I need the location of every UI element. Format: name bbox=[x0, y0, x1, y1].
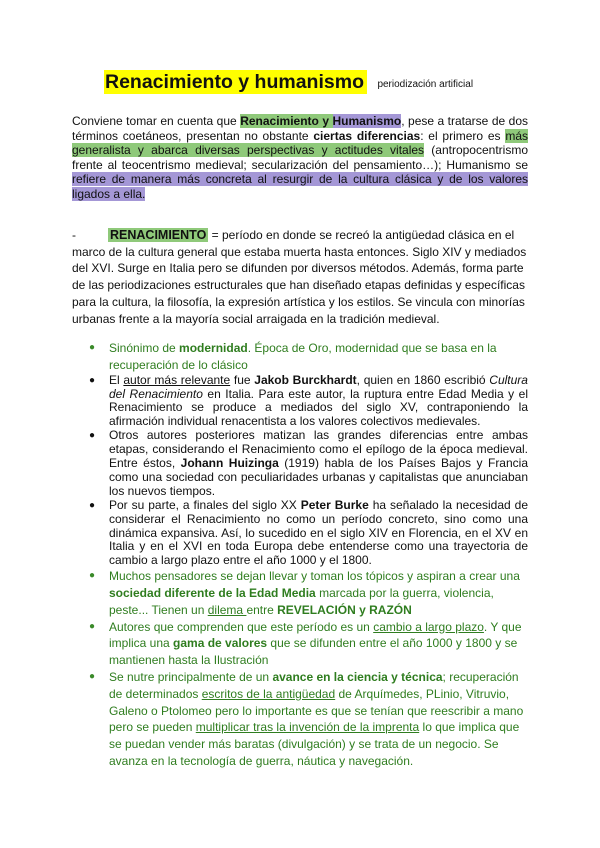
list-item: ● El autor más relevante fue Jakob Burckhardt, quien en 1860 escribió Cultura del Renacimiento en Italia. Para este autor, la ruptura entre Edad Media y el Renacimiento se produce a mediados del siglo XV, contraponiendo la afirmación individual renacentista a los valores colectivos medievales. bbox=[89, 372, 528, 429]
bullet-icon: ● bbox=[89, 570, 96, 582]
list-item: ● Por su parte, a finales del siglo XX Peter Burke ha señalado la necesidad de considerar el Renacimiento no como un período concreto, sino como una dinámica expansiva. Así, lo sucedido en el siglo XIV en Florencia, en el XV en Italia y en el XVI en toda Europa debe entenderse como una trayectoria de cambio a largo plazo entre el año 1000 y el 1800. bbox=[89, 497, 528, 568]
highlight-renacimiento-def: más generalista y abarca diversas perspectivas y actitudes vitales bbox=[72, 128, 528, 158]
intro-text: , pese a tratarse de dos términos coetáneos, presentan no obstante bbox=[72, 114, 529, 143]
list-item: ● Muchos pensadores se dejan llevar y toman los tópicos y aspiran a crear una sociedad diferente de la Edad Media marcada por la guerra, violencia, peste... Tienen un dilema entre REVELACIÓN y RAZÓN bbox=[89, 569, 520, 617]
bullet-list bbox=[72, 340, 528, 770]
intro-paragraph bbox=[72, 114, 528, 202]
bullet-icon: ● bbox=[89, 342, 96, 353]
bullet-icon: ● bbox=[89, 374, 96, 386]
list-item: ● Otros autores posteriores matizan las grandes diferencias entre ambas etapas, considerando el Renacimiento como el epílogo de la época medieval. Entre éstos, Johann Huizinga (1919) habla de los Países Bajos y Francia como una sociedad con peculiaridades urbanas y capitalistas que anunciaban los nuevos tiempos. bbox=[89, 428, 528, 498]
intro-text: Conviene tomar en cuenta que bbox=[72, 114, 241, 128]
bullet-icon: ● bbox=[89, 499, 96, 511]
section-dash: - bbox=[72, 228, 76, 242]
term-humanismo: Humanismo bbox=[332, 114, 402, 128]
list-item: ● Sinónimo de modernidad. Época de Oro, modernidad que se basa en la recuperación de lo clásico bbox=[89, 341, 497, 372]
term-renacimiento: Renacimiento y bbox=[240, 114, 333, 128]
page-subtitle: periodización artificial bbox=[377, 79, 474, 90]
section-renacimiento bbox=[72, 227, 528, 327]
list-item: ● Se nutre principalmente de un avance en la ciencia y técnica; recuperación de determinados escritos de la antigüedad de Arquímedes, PLinio, Vitruvio, Galeno o Ptolomeo pero lo importante es que se tenían que reescribir a mano pero se pueden multiplicar tras la invención de la imprenta lo que implica que se puedan vender más baratas (divulgación) y se trata de un negocio. Se avanza en la tecnología de guerra, náutica y navegación. bbox=[89, 670, 524, 769]
intro-text: : el primero es bbox=[420, 128, 506, 143]
list-item: ● Autores que comprenden que este período es un cambio a largo plazo. Y que implica una gama de valores que se difunden entre el año 1000 y 1800 y se mantienen hasta la Ilustración bbox=[89, 619, 522, 668]
section-text: = período en donde se recreó la antigüedad clásica en el marco de la cultura general que estaba muerta hasta entonces. Siglo XIV y mediados del XVI. Surge en Italia pero se difunden por diversos métodos. Además, forma parte de las periodizaciones estructurales que han diseñado etapas definidas y específicas para la cultura, la filosofía, la expresión artística y los estilos. Se vincula con minorías urbanas frente a la mayoría social arraigada en la tradición medieval. bbox=[72, 228, 527, 326]
highlight-humanismo-def: refiere de manera más concreta al resurgir de la cultura clásica y de los valores ligados a ella. bbox=[72, 172, 528, 201]
bullet-icon: ● bbox=[89, 620, 96, 632]
intro-text: (antropocentrismo frente al teocentrismo medieval; secularización del pensamiento…); Humanismo se bbox=[72, 143, 528, 172]
page-title: Renacimiento y humanismo bbox=[104, 70, 367, 94]
intro-bold: ciertas diferencias bbox=[313, 128, 421, 143]
bullet-icon: ● bbox=[89, 430, 96, 442]
bullet-icon: ● bbox=[89, 671, 96, 683]
title-line bbox=[104, 70, 473, 94]
section-heading: RENACIMIENTO bbox=[110, 228, 207, 242]
